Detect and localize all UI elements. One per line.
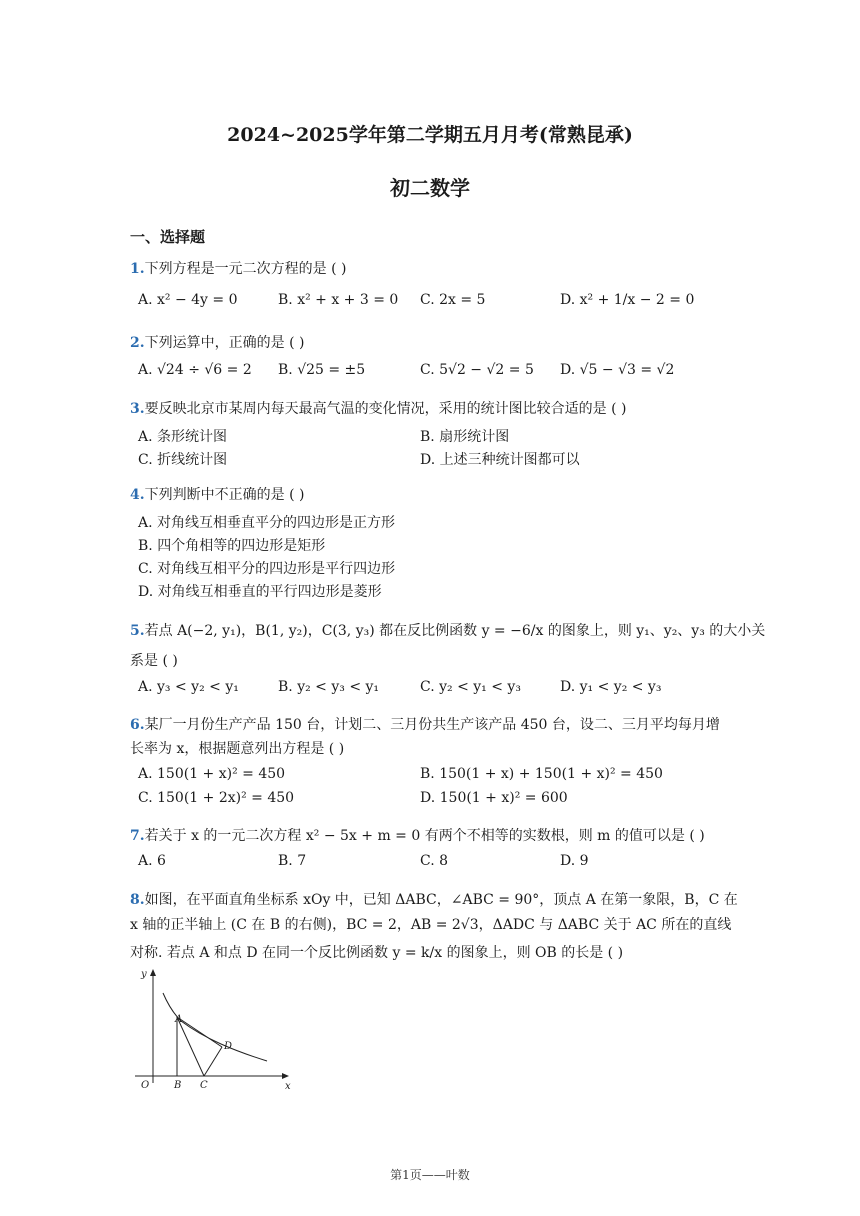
- question-number: 7.: [130, 828, 145, 844]
- q1-option-c: C. 2x = 5: [420, 292, 486, 308]
- label-x: x: [285, 1081, 291, 1092]
- q4-option-a: A. 对角线互相垂直平分的四边形是正方形: [138, 515, 396, 531]
- q7-option-a: A. 6: [138, 853, 166, 869]
- question-number: 3.: [130, 401, 145, 417]
- label-a: A: [175, 1014, 183, 1025]
- question-8-line-3: 对称. 若点 A 和点 D 在同一个反比例函数 y = k/x 的图象上，则 OB 的长是 ( ): [130, 945, 624, 961]
- label-c: C: [200, 1080, 208, 1091]
- question-3: [130, 398, 626, 418]
- q7-option-c: C. 8: [420, 853, 449, 869]
- question-number: 5.: [130, 623, 145, 639]
- question-text: 下列判断中不正确的是 ( ): [144, 487, 305, 503]
- q3-option-b: B. 扇形统计图: [420, 429, 510, 445]
- question-number: 2.: [130, 335, 145, 351]
- question-number: 4.: [130, 487, 145, 503]
- q1-option-b: B. x² + x + 3 = 0: [278, 292, 399, 308]
- label-d: D: [224, 1041, 233, 1052]
- question-4: [130, 484, 304, 504]
- q5-option-d: D. y₁ < y₂ < y₃: [560, 679, 662, 695]
- question-5-line-2: 系是 ( ): [130, 653, 178, 669]
- q4-option-c: C. 对角线互相平分的四边形是平行四边形: [138, 561, 396, 577]
- q6-option-d: D. 150(1 + x)² = 600: [420, 790, 568, 806]
- q7-option-b: B. 7: [278, 853, 307, 869]
- q1-option-a: A. x² − 4y = 0: [138, 292, 238, 308]
- question-number: 6.: [130, 717, 145, 733]
- q8-coordinate-figure: [125, 965, 305, 1095]
- page-footer: 第1页——叶数: [390, 1168, 470, 1182]
- q7-option-d: D. 9: [560, 853, 589, 869]
- question-text: 下列运算中，正确的是 ( ): [144, 335, 305, 351]
- label-o: O: [141, 1080, 150, 1091]
- question-text: 下列方程是一元二次方程的是 ( ): [144, 261, 347, 277]
- question-6: [130, 714, 720, 734]
- question-number: 8.: [130, 892, 145, 908]
- question-number: 1.: [130, 261, 145, 277]
- q6-option-a: A. 150(1 + x)² = 450: [138, 766, 286, 782]
- q3-option-d: D. 上述三种统计图都可以: [420, 452, 580, 468]
- q4-option-d: D. 对角线互相垂直的平行四边形是菱形: [138, 584, 382, 600]
- q2-option-a: A. √24 ÷ √6 = 2: [138, 362, 252, 378]
- q6-option-b: B. 150(1 + x) + 150(1 + x)² = 450: [420, 766, 663, 782]
- x-axis-arrow-icon: [282, 1073, 289, 1079]
- q3-option-c: C. 折线统计图: [138, 452, 228, 468]
- question-text: 某厂一月份生产产品 150 台，计划二、三月份共生产该产品 450 台，设二、三月平均每月增: [144, 717, 720, 733]
- question-6-line-2: 长率为 x，根据题意列出方程是 ( ): [130, 741, 345, 757]
- question-5: [130, 620, 765, 640]
- q4-option-b: B. 四个角相等的四边形是矩形: [138, 538, 326, 554]
- q5-option-b: B. y₂ < y₃ < y₁: [278, 679, 380, 695]
- question-2: [130, 332, 304, 352]
- q1-option-d: D. x² + 1/x − 2 = 0: [560, 292, 695, 308]
- exam-title: 2024~2025学年第二学期五月月考(常熟昆承): [227, 124, 633, 146]
- hyperbola-curve: [163, 993, 267, 1061]
- subject-title: 初二数学: [390, 176, 470, 200]
- q2-option-b: B. √25 = ±5: [278, 362, 366, 378]
- y-axis-arrow-icon: [150, 969, 156, 976]
- question-7: [130, 825, 705, 845]
- q5-option-c: C. y₂ < y₁ < y₃: [420, 679, 521, 695]
- question-text: 若关于 x 的一元二次方程 x² − 5x + m = 0 有两个不相等的实数根，则 m 的值可以是 ( ): [144, 828, 705, 844]
- segment-dc: [204, 1047, 222, 1076]
- q2-option-d: D. √5 − √3 = √2: [560, 362, 675, 378]
- question-text: 若点 A(−2, y₁)，B(1, y₂)，C(3, y₃) 都在反比例函数 y = −6/x 的图象上，则 y₁、y₂、y₃ 的大小关: [144, 623, 766, 639]
- question-text: 如图，在平面直角坐标系 xOy 中，已知 ΔABC，∠ABC = 90°，顶点 A 在第一象限，B，C 在: [144, 892, 738, 908]
- q5-option-a: A. y₃ < y₂ < y₁: [138, 679, 239, 695]
- question-text: 要反映北京市某周内每天最高气温的变化情况，采用的统计图比较合适的是 ( ): [144, 401, 627, 417]
- q2-option-c: C. 5√2 − √2 = 5: [420, 362, 534, 378]
- q6-option-c: C. 150(1 + 2x)² = 450: [138, 790, 295, 806]
- question-1: [130, 258, 346, 278]
- label-y: y: [141, 969, 147, 980]
- question-8-line-2: x 轴的正半轴上 (C 在 B 的右侧)，BC = 2，AB = 2√3，ΔADC 与 ΔABC 关于 AC 所在的直线: [130, 917, 732, 933]
- section-heading: 一、选择题: [130, 228, 206, 246]
- q3-option-a: A. 条形统计图: [138, 429, 228, 445]
- question-8: [130, 889, 738, 909]
- label-b: B: [174, 1080, 182, 1091]
